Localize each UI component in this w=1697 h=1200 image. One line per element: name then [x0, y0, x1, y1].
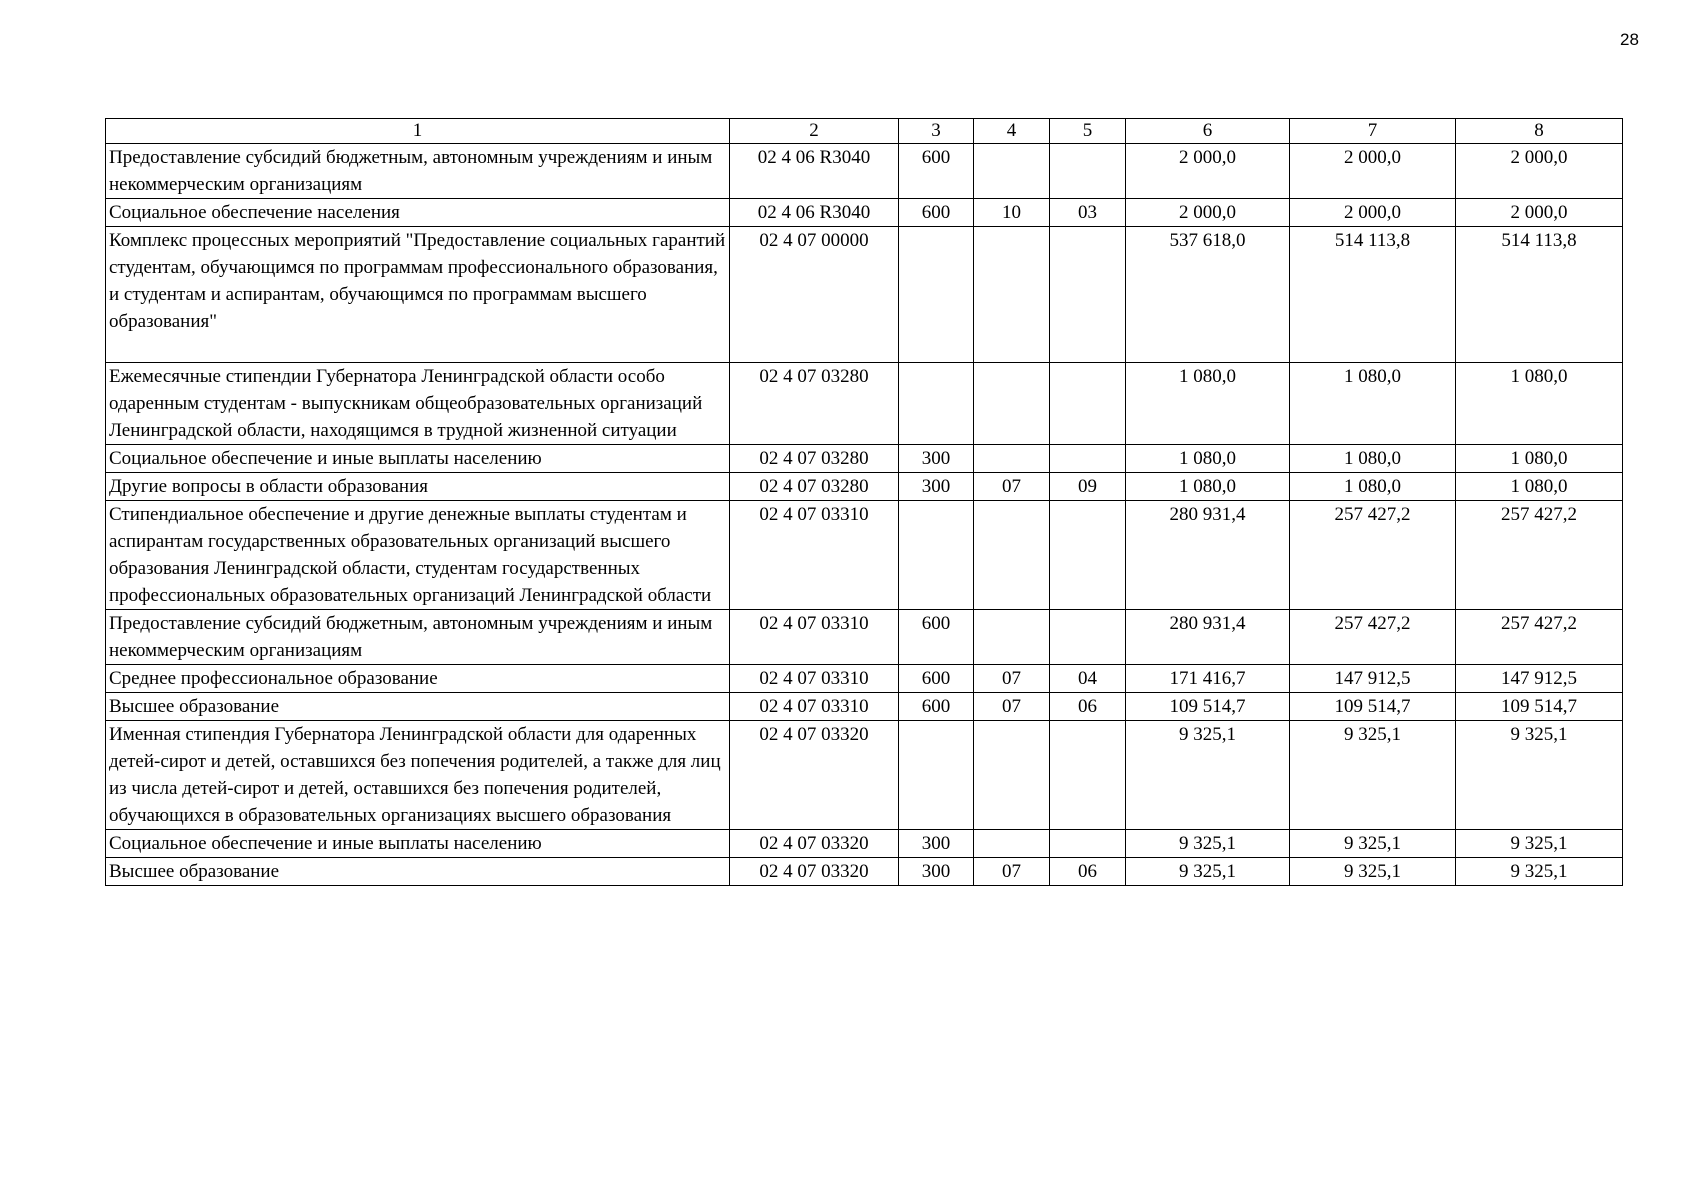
cell-col5	[1050, 445, 1126, 473]
cell-col8: 109 514,7	[1456, 693, 1623, 721]
cell-col6: 1 080,0	[1126, 445, 1290, 473]
cell-col7: 2 000,0	[1290, 144, 1456, 199]
cell-name: Ежемесячные стипендии Губернатора Ленинградской области особо одаренным студентам - выпускникам общеобразовательных организаций Ленинградской области, находящимся в трудной жизненной ситуации	[106, 363, 730, 445]
cell-col5	[1050, 363, 1126, 445]
cell-col4	[974, 721, 1050, 830]
cell-name: Стипендиальное обеспечение и другие денежные выплаты студентам и аспирантам государственных образовательных организаций высшего образования Ленинградской области, студентам государственных профессиональных образовательных организаций Ленинградской области	[106, 501, 730, 610]
table-row	[106, 473, 1623, 501]
cell-col6: 109 514,7	[1126, 693, 1290, 721]
column-header-3: 3	[899, 119, 974, 144]
cell-col5	[1050, 830, 1126, 858]
table-row	[106, 227, 1623, 363]
table-row	[106, 144, 1623, 199]
column-header-8: 8	[1456, 119, 1623, 144]
page-number: 28	[1620, 30, 1639, 49]
cell-col6: 2 000,0	[1126, 144, 1290, 199]
cell-col5: 06	[1050, 693, 1126, 721]
cell-name: Предоставление субсидий бюджетным, автономным учреждениям и иным некоммерческим организациям	[106, 610, 730, 665]
cell-col5: 06	[1050, 858, 1126, 886]
cell-col3: 300	[899, 473, 974, 501]
cell-col4	[974, 501, 1050, 610]
cell-code: 02 4 07 03310	[730, 693, 899, 721]
cell-col8: 514 113,8	[1456, 227, 1623, 363]
cell-col7: 1 080,0	[1290, 473, 1456, 501]
cell-col6: 171 416,7	[1126, 665, 1290, 693]
table-row	[106, 199, 1623, 227]
cell-col5	[1050, 501, 1126, 610]
cell-col3: 300	[899, 830, 974, 858]
column-header-2: 2	[730, 119, 899, 144]
cell-code: 02 4 07 03320	[730, 830, 899, 858]
cell-name: Предоставление субсидий бюджетным, автономным учреждениям и иным некоммерческим организациям	[106, 144, 730, 199]
cell-col6: 1 080,0	[1126, 473, 1290, 501]
table-row	[106, 501, 1623, 610]
cell-col5	[1050, 610, 1126, 665]
cell-col8: 257 427,2	[1456, 501, 1623, 610]
cell-col6: 537 618,0	[1126, 227, 1290, 363]
cell-col4: 07	[974, 858, 1050, 886]
header-row	[106, 119, 1623, 144]
cell-col8: 2 000,0	[1456, 144, 1623, 199]
table-body	[106, 119, 1623, 886]
cell-col5	[1050, 144, 1126, 199]
cell-code: 02 4 07 03320	[730, 858, 899, 886]
cell-code: 02 4 07 03310	[730, 501, 899, 610]
cell-code: 02 4 07 03280	[730, 363, 899, 445]
cell-code: 02 4 06 R3040	[730, 144, 899, 199]
table-row	[106, 693, 1623, 721]
cell-col5: 09	[1050, 473, 1126, 501]
cell-col8: 1 080,0	[1456, 363, 1623, 445]
cell-col7: 9 325,1	[1290, 830, 1456, 858]
cell-col6: 9 325,1	[1126, 858, 1290, 886]
cell-col3	[899, 227, 974, 363]
cell-col4: 10	[974, 199, 1050, 227]
cell-col3: 600	[899, 199, 974, 227]
cell-col4	[974, 445, 1050, 473]
table-row	[106, 363, 1623, 445]
cell-col5	[1050, 227, 1126, 363]
cell-col5: 04	[1050, 665, 1126, 693]
cell-col4	[974, 144, 1050, 199]
cell-col8: 1 080,0	[1456, 445, 1623, 473]
cell-col3	[899, 501, 974, 610]
cell-col3	[899, 363, 974, 445]
cell-col6: 9 325,1	[1126, 830, 1290, 858]
cell-col4	[974, 363, 1050, 445]
cell-name: Среднее профессиональное образование	[106, 665, 730, 693]
cell-code: 02 4 07 03320	[730, 721, 899, 830]
cell-col8: 257 427,2	[1456, 610, 1623, 665]
cell-col7: 109 514,7	[1290, 693, 1456, 721]
cell-col3: 600	[899, 610, 974, 665]
cell-code: 02 4 07 03280	[730, 445, 899, 473]
cell-col4: 07	[974, 693, 1050, 721]
cell-col4	[974, 227, 1050, 363]
column-header-5: 5	[1050, 119, 1126, 144]
cell-col3: 600	[899, 693, 974, 721]
cell-col6: 280 931,4	[1126, 610, 1290, 665]
cell-col5	[1050, 721, 1126, 830]
cell-col4	[974, 830, 1050, 858]
column-header-6: 6	[1126, 119, 1290, 144]
cell-name: Социальное обеспечение и иные выплаты населению	[106, 830, 730, 858]
cell-code: 02 4 07 03310	[730, 665, 899, 693]
cell-col6: 2 000,0	[1126, 199, 1290, 227]
cell-code: 02 4 06 R3040	[730, 199, 899, 227]
cell-col8: 9 325,1	[1456, 721, 1623, 830]
cell-col7: 9 325,1	[1290, 858, 1456, 886]
cell-col7: 2 000,0	[1290, 199, 1456, 227]
cell-col8: 9 325,1	[1456, 858, 1623, 886]
cell-name: Социальное обеспечение населения	[106, 199, 730, 227]
cell-col8: 9 325,1	[1456, 830, 1623, 858]
table-row	[106, 721, 1623, 830]
table-row	[106, 445, 1623, 473]
cell-col7: 257 427,2	[1290, 610, 1456, 665]
cell-col4: 07	[974, 473, 1050, 501]
cell-name: Другие вопросы в области образования	[106, 473, 730, 501]
cell-code: 02 4 07 03280	[730, 473, 899, 501]
cell-col4: 07	[974, 665, 1050, 693]
cell-col8: 147 912,5	[1456, 665, 1623, 693]
cell-col7: 1 080,0	[1290, 363, 1456, 445]
cell-name: Высшее образование	[106, 858, 730, 886]
cell-col6: 280 931,4	[1126, 501, 1290, 610]
column-header-1: 1	[106, 119, 730, 144]
cell-col7: 257 427,2	[1290, 501, 1456, 610]
cell-col3: 600	[899, 144, 974, 199]
cell-name: Социальное обеспечение и иные выплаты населению	[106, 445, 730, 473]
cell-col7: 9 325,1	[1290, 721, 1456, 830]
cell-col3: 600	[899, 665, 974, 693]
cell-name: Высшее образование	[106, 693, 730, 721]
cell-code: 02 4 07 00000	[730, 227, 899, 363]
cell-col5: 03	[1050, 199, 1126, 227]
cell-col7: 1 080,0	[1290, 445, 1456, 473]
table-row	[106, 858, 1623, 886]
cell-col3	[899, 721, 974, 830]
cell-col8: 2 000,0	[1456, 199, 1623, 227]
budget-table	[105, 118, 1623, 886]
cell-col7: 514 113,8	[1290, 227, 1456, 363]
column-header-4: 4	[974, 119, 1050, 144]
cell-code: 02 4 07 03310	[730, 610, 899, 665]
cell-col6: 9 325,1	[1126, 721, 1290, 830]
table-row	[106, 610, 1623, 665]
cell-col6: 1 080,0	[1126, 363, 1290, 445]
cell-name: Именная стипендия Губернатора Ленинградской области для одаренных детей-сирот и детей, оставшихся без попечения родителей, а также для лиц из числа детей-сирот и детей, оставшихся без попечения родителей, обучающихся в образовательных организациях высшего образования	[106, 721, 730, 830]
table-row	[106, 830, 1623, 858]
cell-col3: 300	[899, 858, 974, 886]
cell-col7: 147 912,5	[1290, 665, 1456, 693]
cell-col4	[974, 610, 1050, 665]
cell-name: Комплекс процессных мероприятий "Предоставление социальных гарантий студентам, обучающимся по программам профессионального образования, и студентам и аспирантам, обучающимся по программам высшего образования"	[106, 227, 730, 363]
table-row	[106, 665, 1623, 693]
cell-col8: 1 080,0	[1456, 473, 1623, 501]
cell-col3: 300	[899, 445, 974, 473]
column-header-7: 7	[1290, 119, 1456, 144]
